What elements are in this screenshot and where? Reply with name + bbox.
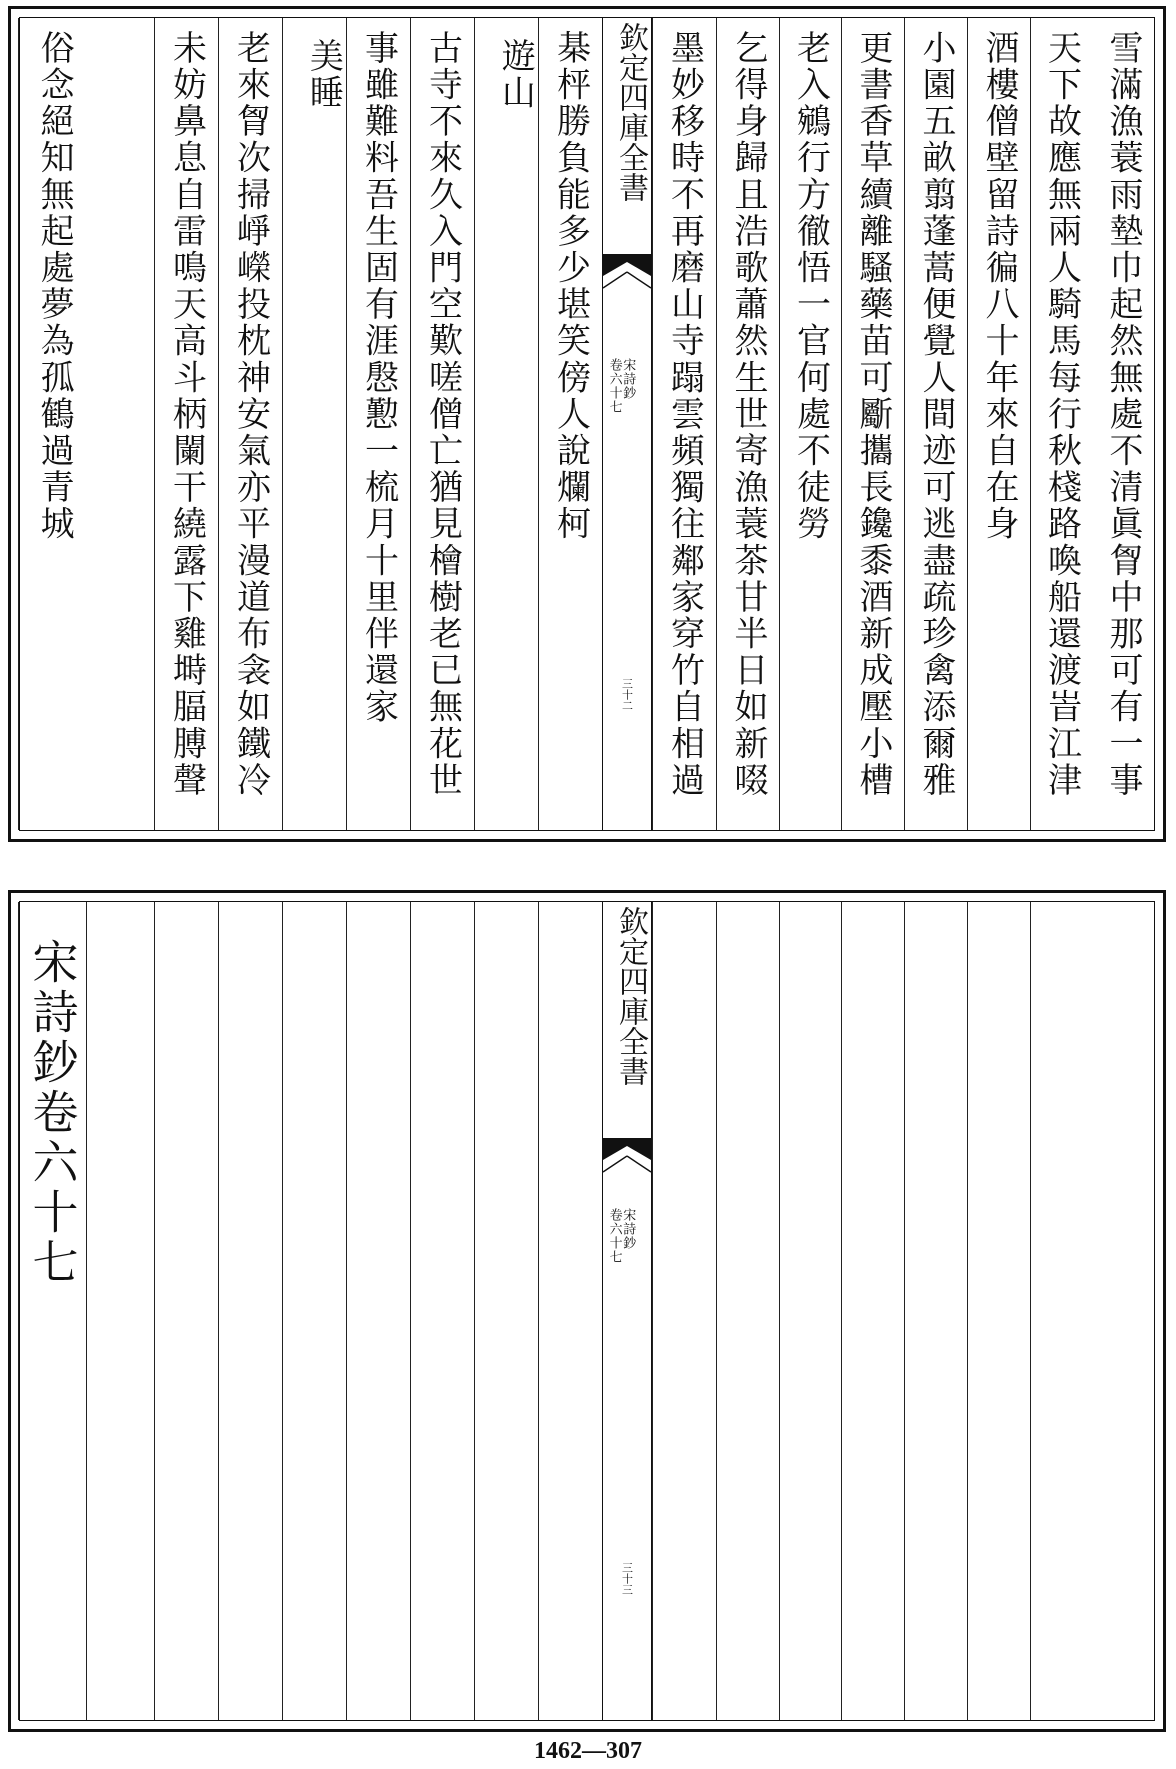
poem-line: 老來胷次掃崢嶸投枕神安氣亦平漫道布衾如鐵冷 bbox=[230, 30, 271, 799]
gutter-frame bbox=[602, 902, 652, 1720]
poem-line: 小園五畝翦蓬蒿便覺人間迹可逃盡疏珍禽添爾雅 bbox=[916, 30, 956, 799]
empty-column bbox=[86, 902, 154, 1720]
text-column bbox=[282, 18, 346, 830]
text-column bbox=[652, 18, 716, 830]
empty-column bbox=[1092, 902, 1154, 1720]
empty-column bbox=[474, 902, 538, 1720]
text-column bbox=[474, 18, 538, 830]
text-column bbox=[218, 18, 282, 830]
empty-column bbox=[841, 902, 904, 1720]
text-column bbox=[1092, 18, 1154, 830]
poem-line: 事雖難料吾生固有涯慇懃一梳月十里伴還家 bbox=[358, 30, 399, 726]
empty-column bbox=[904, 902, 967, 1720]
empty-column bbox=[346, 902, 410, 1720]
text-column bbox=[904, 18, 967, 830]
text-column bbox=[18, 18, 154, 830]
page-number: 1462—307 bbox=[534, 1738, 642, 1764]
gutter-volume-label: 宋詩鈔 卷六十七 bbox=[606, 358, 636, 414]
poem-line: 俗念絕知無起處夢為孤鶴過青城 bbox=[34, 30, 75, 543]
poem-line: 酒樓僧壁留詩徧八十年來自在身 bbox=[979, 30, 1019, 543]
text-column bbox=[410, 18, 474, 830]
text-column bbox=[154, 18, 218, 830]
text-column bbox=[779, 18, 841, 830]
gutter-title: 欽定四庫全書 bbox=[613, 22, 648, 202]
poem-line: 天下故應無兩人騎馬每行秋棧路喚船還渡峕江津 bbox=[1041, 30, 1082, 799]
empty-column bbox=[410, 902, 474, 1720]
empty-column bbox=[779, 902, 841, 1720]
poem-line: 雪滿漁蓑雨墊巾起然無處不清眞胷中那可有一事 bbox=[1103, 30, 1143, 799]
closing-title: 宋詩鈔卷六十七 bbox=[25, 938, 80, 1288]
top-page-inner-frame bbox=[19, 17, 1155, 831]
poem-line: 古寺不來久入門空歎嗟僧亡猶見檜樹老已無花世 bbox=[422, 30, 463, 799]
text-column bbox=[841, 18, 904, 830]
empty-column bbox=[282, 902, 346, 1720]
poem-line: 更書香草續離騷藥苗可斸攜長鑱黍酒新成壓小槽 bbox=[853, 30, 893, 799]
gutter-page-label: 三十二 bbox=[620, 678, 634, 711]
text-column bbox=[716, 18, 779, 830]
gutter-volume-label: 宋詩鈔 卷六十七 bbox=[606, 1208, 636, 1264]
empty-column bbox=[716, 902, 779, 1720]
bottom-page-frame bbox=[8, 890, 1166, 1732]
poem-line: 乞得身歸且浩歌蕭然生世寄漁蓑茶甘半日如新啜 bbox=[728, 30, 768, 799]
gutter-title: 欽定四庫全書 bbox=[613, 906, 648, 1086]
poem-line: 老入鵷行方徹悟一官何處不徒勞 bbox=[790, 30, 831, 543]
center-gutter bbox=[602, 902, 652, 1720]
gutter-frame bbox=[602, 18, 652, 830]
empty-column bbox=[154, 902, 218, 1720]
text-column bbox=[18, 902, 86, 1720]
fishtail-mark bbox=[603, 1138, 651, 1184]
empty-column bbox=[967, 902, 1030, 1720]
empty-column bbox=[1030, 902, 1092, 1720]
poem-line: 棊枰勝負能多少堪笑傍人說爛柯 bbox=[550, 30, 591, 543]
empty-column bbox=[218, 902, 282, 1720]
poem-title: 美睡 bbox=[303, 38, 344, 112]
poem-line: 墨妙移時不再磨山寺蹋雲頻獨往鄰家穿竹自相過 bbox=[664, 30, 705, 799]
gutter-page-label: 三十三 bbox=[620, 1562, 634, 1595]
bottom-page-inner-frame bbox=[19, 901, 1155, 1721]
text-column bbox=[538, 18, 602, 830]
poem-title: 遊山 bbox=[495, 38, 536, 112]
empty-column bbox=[538, 902, 602, 1720]
text-column bbox=[967, 18, 1030, 830]
poem-line: 未妨鼻息自雷鳴天高斗柄闌干繞露下雞塒腷膊聲 bbox=[166, 30, 207, 799]
empty-column bbox=[652, 902, 716, 1720]
center-gutter bbox=[602, 18, 652, 830]
top-page-frame bbox=[8, 6, 1166, 842]
fishtail-mark bbox=[603, 254, 651, 300]
text-column bbox=[346, 18, 410, 830]
text-column bbox=[1030, 18, 1092, 830]
